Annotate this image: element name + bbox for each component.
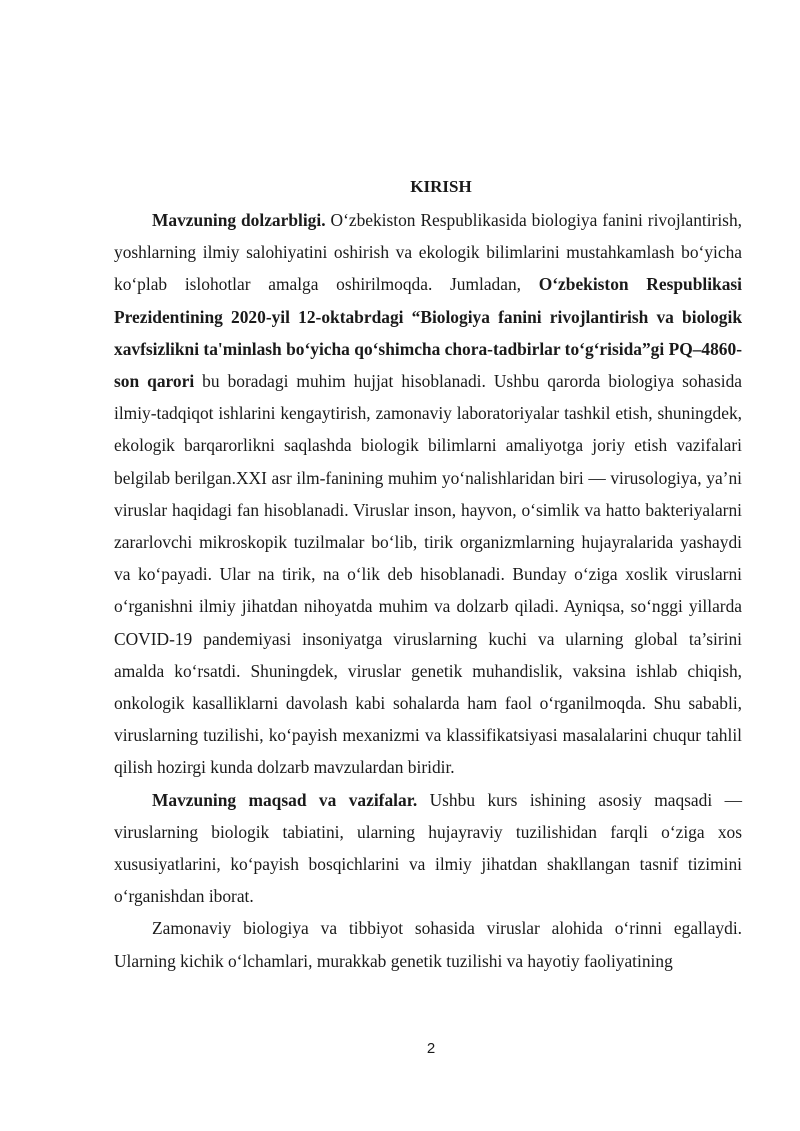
paragraph-goals: [114, 784, 742, 913]
paragraph-modern-biology: [114, 912, 742, 976]
page-number: 2: [426, 1040, 436, 1057]
paragraph-text: Ushbu kurs ishining asosiy maqsadi — viruslarning biologik tabiatini, ularning hujayraviy tuzilishidan farqli o‘ziga xos xususiyatlarini, ko‘payish bosqichlarini va ilmiy jihatdan shakllangan tasnif tizimini o‘rganishdan iborat.: [114, 789, 742, 907]
paragraph-text: bu boradagi muhim hujjat hisoblanadi. Ushbu qarorda biologiya sohasida ilmiy-tadqiqot ishlarini kengaytirish, zamonaviy laboratoriyalar tashkil etish, shuningdek, ekologik barqarorlikni saqlashda biologik bilimlarni amaliyotga joriy etish vazifalari belgilab berilgan.XXI asr ilm-fanining muhim yo‘nalishlaridan biri — virusologiya, ya’ni viruslar haqidagi fan hisoblanadi. Viruslar inson, hayvon, o‘simlik va hatto bakteriyalarni zararlovchi mikroskopik tuzilmalar bo‘lib, tirik organizmlarning hujayralarida yashaydi va ko‘payadi. Ular na tirik, na o‘lik deb hisoblanadi. Bunday o‘ziga xoslik viruslarni o‘rganishni ilmiy jihatdan nihoyatda muhim va dolzarb qiladi. Ayniqsa, so‘nggi yillarda COVID-19 pandemiyasi insoniyatga viruslarning kuchi va ularning global ta’sirini amalda ko‘rsatdi. Shuningdek, viruslar genetik muhandislik, vaksina ishlab chiqish, onkologik kasalliklarni davolash kabi sohalarda ham faol o‘rganilmoqda. Shu sababli, viruslarning tuzilishi, ko‘payish mexanizmi va klassifikatsiyasi masalalarini chuqur tahlil qilish hozirgi kunda dolzarb mavzulardan biridir.: [114, 371, 743, 778]
paragraph-lead: Mavzuning maqsad va vazifalar.: [152, 789, 418, 810]
paragraph-lead: Mavzuning dolzarbligi.: [152, 210, 326, 230]
paragraph-relevance: [114, 204, 742, 784]
paragraph-text: O‘zbekiston Respublikasida biologiya fanini rivojlantirish, yoshlarning ilmiy salohiyatini oshirish va ekologik bilimlarini mustahkamlash bo‘yicha ko‘plab islohotlar amalga oshirilmoqda. Jumladan,: [114, 210, 742, 295]
paragraph-text: Zamonaviy biologiya va tibbiyot sohasida viruslar alohida o‘rinni egallaydi. Ularning kichik o‘lchamlari, murakkab genetik tuzilishi va hayotiy faoliyatining: [114, 918, 742, 971]
section-title: KIRISH: [410, 177, 472, 196]
document-page: [114, 172, 742, 977]
decree-reference: O‘zbekiston Respublikasi Prezidentining 2020-yil 12-oktabrdagi “Biologiya fanini rivojlantirish va biologik xavfsizlikni ta'minlash bo‘yicha qo‘shimcha chora-tadbirlar to‘g‘risida”gi PQ–4860-son qarori: [114, 274, 742, 392]
